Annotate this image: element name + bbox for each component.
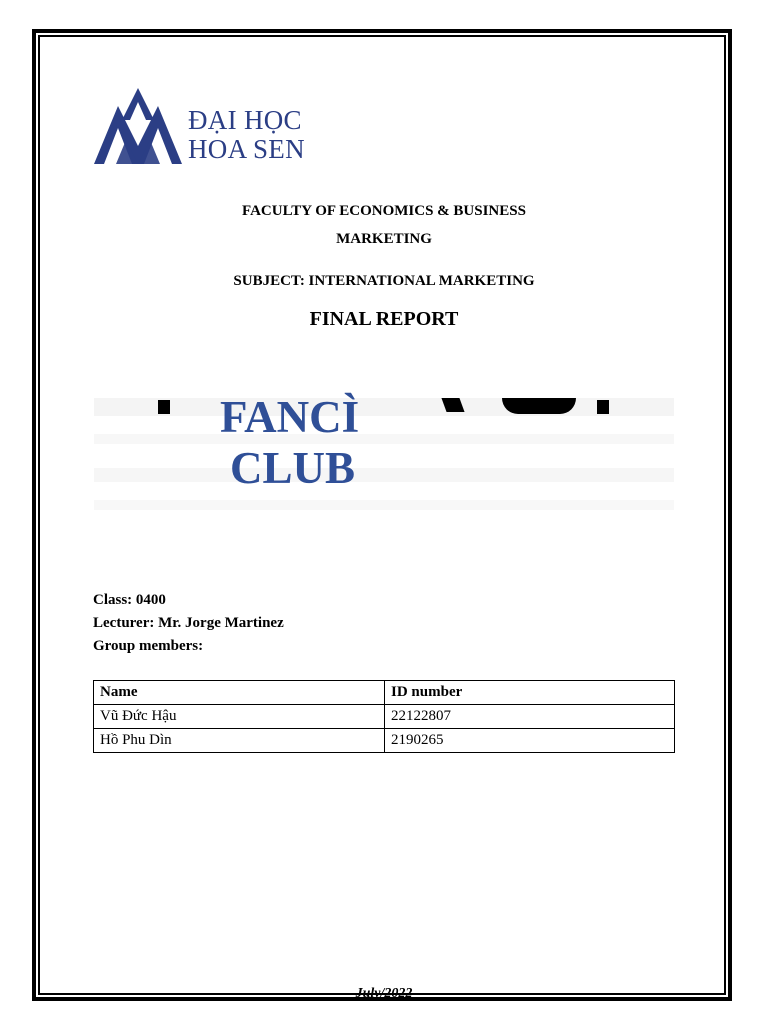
member-id: 2190265 — [385, 729, 675, 753]
faculty-line-2: MARKETING — [336, 231, 432, 247]
members-table — [93, 680, 675, 753]
subject-heading: SUBJECT: INTERNATIONAL MARKETING — [233, 273, 535, 289]
university-name — [188, 106, 305, 164]
member-id: 22122807 — [385, 705, 675, 729]
project-title-line1: FANCÌ — [220, 392, 360, 442]
lotus-logo-icon — [92, 86, 184, 170]
report-title: FINAL REPORT — [309, 308, 459, 330]
group-members-label: Group members: — [93, 638, 204, 654]
project-title — [220, 392, 359, 494]
table-header-row — [94, 681, 675, 705]
university-name-line2: HOA SEN — [188, 134, 305, 164]
table-row — [94, 729, 675, 753]
project-title-line2: CLUB — [230, 443, 356, 493]
report-date: July/2022 — [355, 986, 413, 1001]
university-logo — [92, 86, 332, 170]
faculty-line-1: FACULTY OF ECONOMICS & BUSINESS — [242, 203, 526, 219]
project-banner-image — [94, 378, 674, 533]
member-name: Hồ Phu Dìn — [94, 729, 385, 753]
lecturer-info: Lecturer: Mr. Jorge Martinez — [93, 615, 284, 631]
university-name-line1: ĐẠI HỌC — [188, 105, 302, 135]
column-header-name: Name — [94, 681, 385, 705]
class-info: Class: 0400 — [93, 592, 166, 608]
member-name: Vũ Đức Hậu — [94, 705, 385, 729]
table-row — [94, 705, 675, 729]
column-header-id: ID number — [385, 681, 675, 705]
